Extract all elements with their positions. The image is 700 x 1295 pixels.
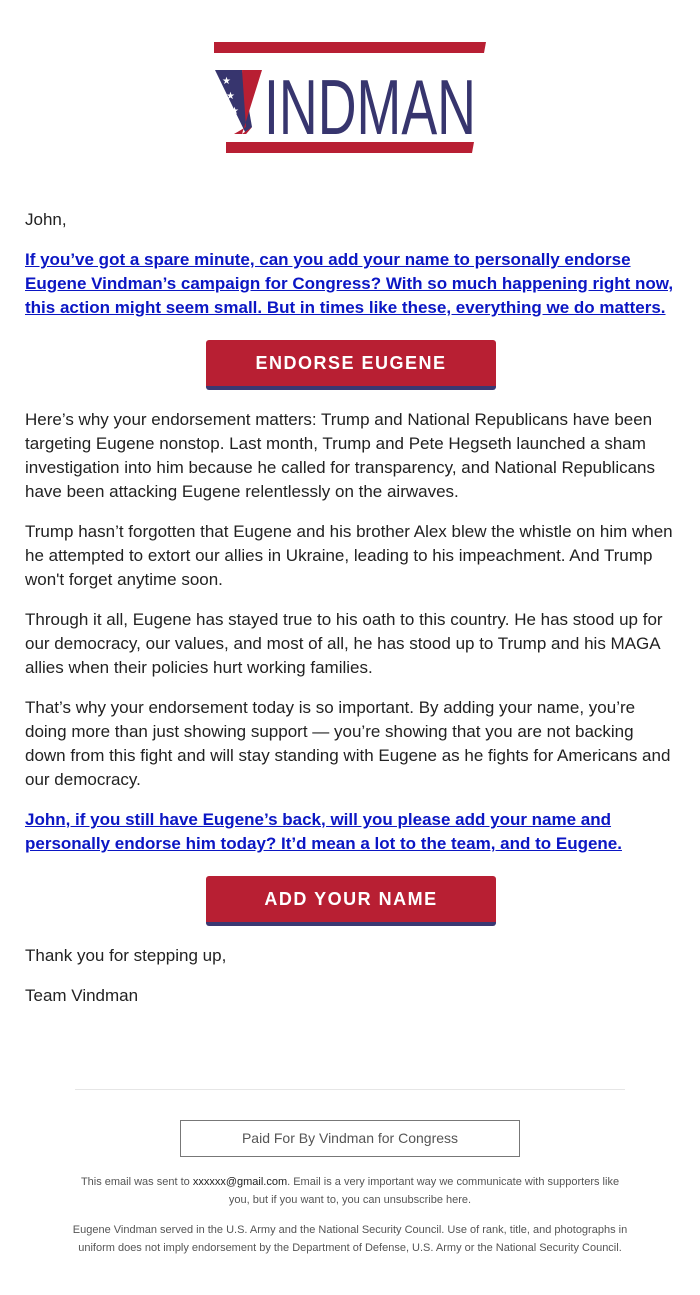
endorse-link[interactable]: If you’ve got a spare minute, can you add your name to personally endorse Eugene Vindman’s campaign for Congress? With so much happening right now, this action might seem small. But in times like these, everything we do matters. [25, 250, 674, 317]
signature: Team Vindman [25, 986, 139, 1005]
paid-for-box: Paid For By Vindman for Congress [180, 1120, 520, 1157]
sent-prefix: This email was sent to [80, 1176, 193, 1188]
greeting: John, [25, 210, 67, 229]
footer-divider [75, 1089, 625, 1090]
footer-disclaimer: Eugene Vindman served in the U.S. Army and the National Security Council. Use of rank, title, and photographs in uniform does not imply endorsement by the Department of Defense, U.S. Army or the National Security Council. [72, 1224, 628, 1254]
svg-text:★: ★ [226, 91, 235, 102]
email-body [25, 208, 677, 1024]
footer-sent-notice [70, 1173, 630, 1209]
vindman-logo [212, 42, 488, 154]
svg-text:★: ★ [222, 76, 231, 87]
svg-text:★: ★ [230, 106, 239, 117]
unsubscribe-text[interactable]: . Email is a very important way we communicate with supporters like you, but if you want to, you can unsubscribe here. [228, 1176, 620, 1206]
signoff: Thank you for stepping up, [25, 946, 227, 965]
body-paragraph: Trump hasn’t forgotten that Eugene and his brother Alex blew the whistle on him when he attempted to extort our allies in Ukraine, leading to his impeachment. And Trump won't forget anytime soon. [25, 522, 673, 589]
body-paragraph: Here’s why your endorsement matters: Trump and National Republicans have been targeting Eugene nonstop. Last month, Trump and Pete Hegseth launched a sham investigation into him because he called for transparency, and National Republicans have been attacking Eugene relentlessly on the airwaves. [25, 410, 656, 501]
body-paragraph: Through it all, Eugene has stayed true to his oath to this country. He has stood up for our democracy, our values, and most of all, he has stood up to Trump and his MAGA allies when their policies hurt working families. [25, 610, 663, 677]
svg-text:INDMAN: INDMAN [264, 63, 476, 151]
add-name-link[interactable]: John, if you still have Eugene’s back, will you please add your name and personally endorse him today? It’d mean a lot to the team, and to Eugene. [25, 810, 622, 853]
recipient-email: xxxxxx@gmail.com [192, 1176, 288, 1188]
add-your-name-button[interactable]: ADD YOUR NAME [206, 876, 496, 926]
body-paragraph: That’s why your endorsement today is so important. By adding your name, you’re doing more than just showing support — you’re showing that you are not backing down from this fight and will stay standing with Eugene as he fights for Americans and our democracy. [25, 698, 671, 789]
endorse-eugene-button[interactable]: ENDORSE EUGENE [206, 340, 496, 390]
